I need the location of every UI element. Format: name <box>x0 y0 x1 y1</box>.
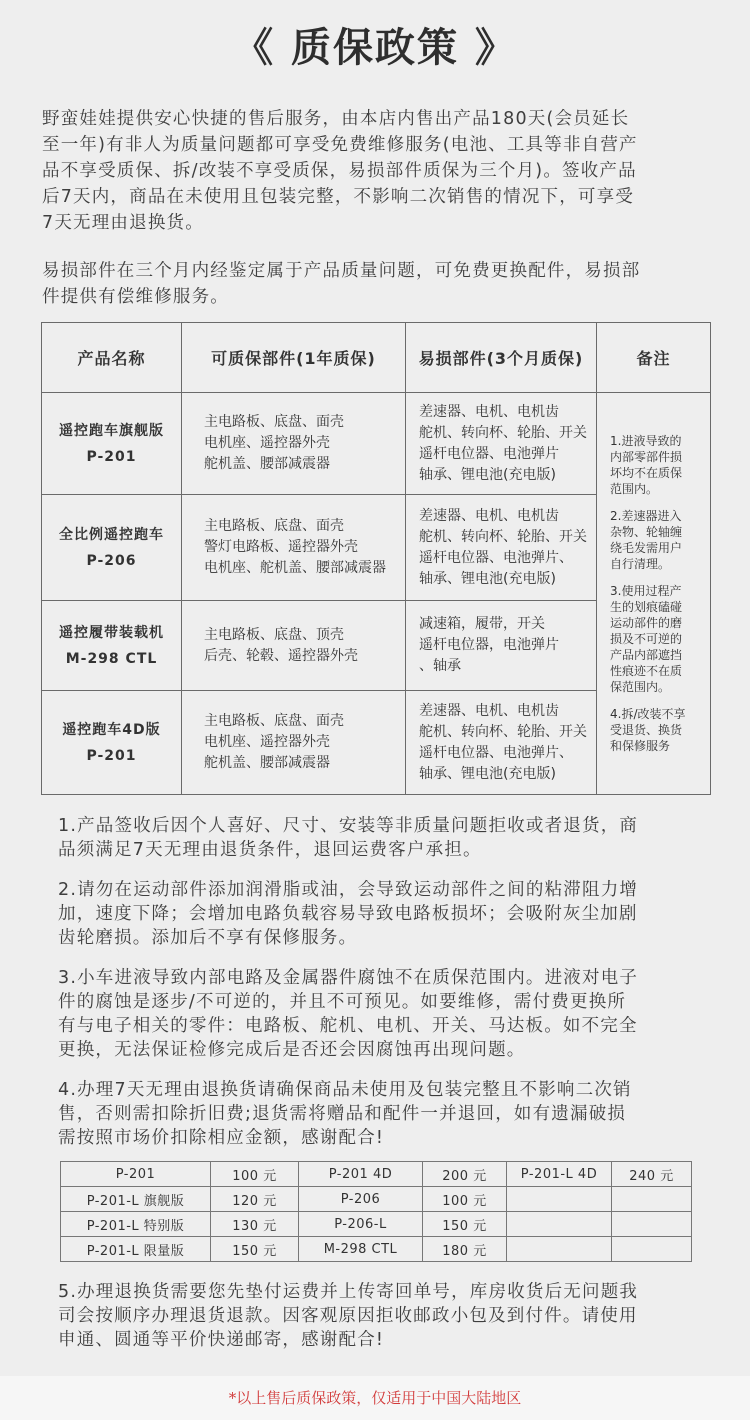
warranty-table <box>41 322 711 795</box>
remark-line: 绕毛发需用户 <box>610 541 683 555</box>
wear-line: 遥杆电位器、电池弹片、 <box>419 744 573 761</box>
wear-line: 轴承、锂电池(充电版) <box>419 765 556 782</box>
remark-line: 产品内部遮挡 <box>610 648 683 662</box>
product-model: P-201 <box>86 747 137 764</box>
intro-line: 野蛮娃娃提供安心快捷的售后服务，由本店内售出产品180天(会员延长 <box>42 109 630 129</box>
price-value: 180 元 <box>423 1237 507 1262</box>
remark-line: 保范围内。 <box>610 680 671 694</box>
price-value: 120 元 <box>211 1187 299 1212</box>
note-line: 5.办理退换货需要您先垫付运费并上传寄回单号，库房收货后无问题我 <box>58 1282 639 1302</box>
intro-line: 7天无理由退换货。 <box>42 213 204 233</box>
price-model: P-201-L 限量版 <box>61 1237 211 1262</box>
price-value: 150 元 <box>211 1237 299 1262</box>
product-name: 遥控履带装载机 <box>59 624 164 641</box>
wear-line: 减速箱，履带，开关 <box>419 616 545 632</box>
price-value: 240 元 <box>612 1162 692 1187</box>
price-value: 130 元 <box>211 1212 299 1237</box>
part-line: 警灯电路板、遥控器外壳 <box>204 539 358 555</box>
note-3 <box>58 966 698 1062</box>
remark-line: 2.差速器进入 <box>610 509 682 523</box>
wear-line: 轴承、锂电池(充电版) <box>419 466 556 483</box>
note-line: 申通、圆通等平价快递邮寄，感谢配合! <box>58 1330 385 1350</box>
part-line: 电机座、舵机盖、腰部减震器 <box>204 560 386 576</box>
product-name: 遥控跑车4D版 <box>62 721 161 738</box>
part-line: 舵机盖、腰部减震器 <box>204 755 330 771</box>
price-value: 200 元 <box>423 1162 507 1187</box>
header-remarks: 备注 <box>597 323 711 393</box>
intro-line: 后7天内，商品在未使用且包装完整，不影响二次销售的情况下，可享受 <box>42 187 635 207</box>
wear-line: 舵机、转向杯、轮胎、开关 <box>419 528 587 545</box>
price-model: P-201-L 旗舰版 <box>61 1187 211 1212</box>
note-line: 品须满足7天无理由退货条件，退回运费客户承担。 <box>58 840 482 860</box>
product-model: P-206 <box>86 552 137 569</box>
header-product-name: 产品名称 <box>42 323 182 393</box>
table-row <box>61 1162 692 1187</box>
warranty-parts-cell <box>182 601 406 691</box>
note-line: 需按照市场价扣除相应金额，感谢配合! <box>58 1128 385 1148</box>
remark-line: 自行清理。 <box>610 557 671 571</box>
note-line: 加，速度下降；会增加电路负载容易导致电路板损坏；会吸附灰尘加剧 <box>58 904 638 924</box>
product-name-cell <box>42 495 182 601</box>
price-value <box>612 1237 692 1262</box>
intro-line: 品不享受质保、拆/改装不享受质保，易损部件质保为三个月)。签收产品 <box>42 161 637 181</box>
price-model: P-201 <box>61 1162 211 1187</box>
wear-line: 舵机、转向杯、轮胎、开关 <box>419 723 587 740</box>
note-line: 齿轮磨损。添加后不享有保修服务。 <box>58 928 358 948</box>
wear-line: 差速器、电机、电机齿 <box>419 702 559 719</box>
wear-line: 差速器、电机、电机齿 <box>419 403 559 420</box>
part-line: 舵机盖、腰部减震器 <box>204 456 330 472</box>
remark-line: 受退货、换货 <box>610 723 683 737</box>
remark-1 <box>610 433 700 497</box>
price-model: P-206 <box>299 1187 423 1212</box>
table-row <box>61 1187 692 1212</box>
price-model: P-201 4D <box>299 1162 423 1187</box>
price-model <box>507 1187 612 1212</box>
header-warranty-parts: 可质保部件(1年质保) <box>182 323 406 393</box>
product-name-cell <box>42 601 182 691</box>
header-wear-parts: 易损部件(3个月质保) <box>406 323 597 393</box>
wear-parts-cell <box>406 393 597 495</box>
product-name: 遥控跑车旗舰版 <box>59 422 164 439</box>
note-1 <box>58 814 698 862</box>
table-row <box>61 1237 692 1262</box>
warranty-table-header <box>42 323 711 393</box>
intro-paragraph-2 <box>42 258 712 310</box>
price-model: P-201-L 特别版 <box>61 1212 211 1237</box>
price-value: 150 元 <box>423 1212 507 1237</box>
remark-4 <box>610 706 700 754</box>
page-title: 《 质保政策 》 <box>233 25 517 71</box>
part-line: 后壳、轮毂、遥控器外壳 <box>204 647 358 664</box>
footer-disclaimer: *以上售后质保政策，仅适用于中国大陆地区 <box>0 1376 750 1420</box>
wear-line: 遥杆电位器，电池弹片 <box>419 637 559 653</box>
remark-3 <box>610 583 700 695</box>
intro-line: 至一年)有非人为质量问题都可享受免费维修服务(电池、工具等非自营产 <box>42 135 638 155</box>
remark-line: 损及不可逆的 <box>610 632 683 646</box>
note-line: 3.小车进液导致内部电路及金属器件腐蚀不在质保范围内。进液对电子 <box>58 968 639 988</box>
product-name-cell <box>42 691 182 795</box>
warranty-parts-cell <box>182 393 406 495</box>
wear-line: 轴承、锂电池(充电版) <box>419 570 556 587</box>
remarks-cell <box>597 393 711 795</box>
product-model: P-201 <box>86 448 137 465</box>
product-name-cell <box>42 393 182 495</box>
note-2 <box>58 878 698 950</box>
wear-parts-cell <box>406 691 597 795</box>
price-model: P-201-L 4D <box>507 1162 612 1187</box>
note-line: 司会按顺序办理退货退款。因客观原因拒收邮政小包及到付件。请使用 <box>58 1306 638 1326</box>
price-value <box>612 1212 692 1237</box>
wear-line: 、轴承 <box>419 658 461 674</box>
note-line: 更换，无法保证检修完成后是否还会因腐蚀再出现问题。 <box>58 1040 526 1060</box>
remark-line: 1.进液导致的 <box>610 434 682 448</box>
remark-line: 运动部件的磨 <box>610 616 683 630</box>
note-line: 4.办理7天无理由退换货请确保商品未使用及包装完整且不影响二次销 <box>58 1080 632 1100</box>
part-line: 主电路板、底盘、面壳 <box>204 713 344 729</box>
remark-line: 和保修服务 <box>610 739 671 753</box>
price-value: 100 元 <box>211 1162 299 1187</box>
note-line: 2.请勿在运动部件添加润滑脂或油，会导致运动部件之间的粘滞阻力增 <box>58 880 639 900</box>
warranty-parts-cell <box>182 495 406 601</box>
note-4 <box>58 1078 698 1150</box>
part-line: 电机座、遥控器外壳 <box>204 435 330 451</box>
price-model <box>507 1237 612 1262</box>
part-line: 主电路板、底盘、面壳 <box>204 518 344 534</box>
remark-2 <box>610 508 700 572</box>
wear-line: 遥杆电位器、电池弹片、 <box>419 549 573 566</box>
remark-line: 性痕迹不在质 <box>610 664 683 678</box>
product-model: M-298 CTL <box>65 650 158 667</box>
remark-line: 杂物、轮轴缠 <box>610 525 683 539</box>
remark-line: 内部零部件损 <box>610 450 683 464</box>
note-5 <box>58 1280 698 1352</box>
table-row <box>42 393 711 495</box>
table-row <box>61 1212 692 1237</box>
price-model <box>507 1212 612 1237</box>
remark-line: 坏均不在质保 <box>610 466 683 480</box>
price-value <box>612 1187 692 1212</box>
intro-line: 件提供有偿维修服务。 <box>42 287 229 307</box>
product-name: 全比例遥控跑车 <box>59 526 164 543</box>
remark-line: 生的划痕磕碰 <box>610 600 683 614</box>
price-model: M-298 CTL <box>299 1237 423 1262</box>
remark-line: 3.使用过程产 <box>610 584 682 598</box>
part-line: 主电路板、底盘、面壳 <box>204 414 344 430</box>
part-line: 电机座、遥控器外壳 <box>204 734 330 750</box>
note-line: 件的腐蚀是逐步/不可逆的，并且不可预见。如要维修，需付费更换所 <box>58 992 627 1012</box>
intro-line: 易损部件在三个月内经鉴定属于产品质量问题，可免费更换配件，易损部 <box>42 261 641 281</box>
intro-paragraph-1 <box>42 106 712 236</box>
part-line: 主电路板、底盘、顶壳 <box>204 626 344 643</box>
price-table <box>60 1161 692 1262</box>
price-model: P-206-L <box>299 1212 423 1237</box>
note-line: 售，否则需扣除折旧费;退货需将赠品和配件一并退回，如有遗漏破损 <box>58 1104 627 1124</box>
remark-line: 范围内。 <box>610 482 659 496</box>
price-value: 100 元 <box>423 1187 507 1212</box>
note-line: 有与电子相关的零件：电路板、舵机、电机、开关、马达板。如不完全 <box>58 1016 638 1036</box>
note-line: 1.产品签收后因个人喜好、尺寸、安装等非质量问题拒收或者退货，商 <box>58 816 639 836</box>
warranty-parts-cell <box>182 691 406 795</box>
wear-line: 舵机、转向杯、轮胎、开关 <box>419 424 587 441</box>
wear-line: 遥杆电位器、电池弹片 <box>419 445 559 462</box>
wear-parts-cell <box>406 495 597 601</box>
wear-line: 差速器、电机、电机齿 <box>419 507 559 524</box>
wear-parts-cell <box>406 601 597 691</box>
remark-line: 4.拆/改装不享 <box>610 707 686 721</box>
